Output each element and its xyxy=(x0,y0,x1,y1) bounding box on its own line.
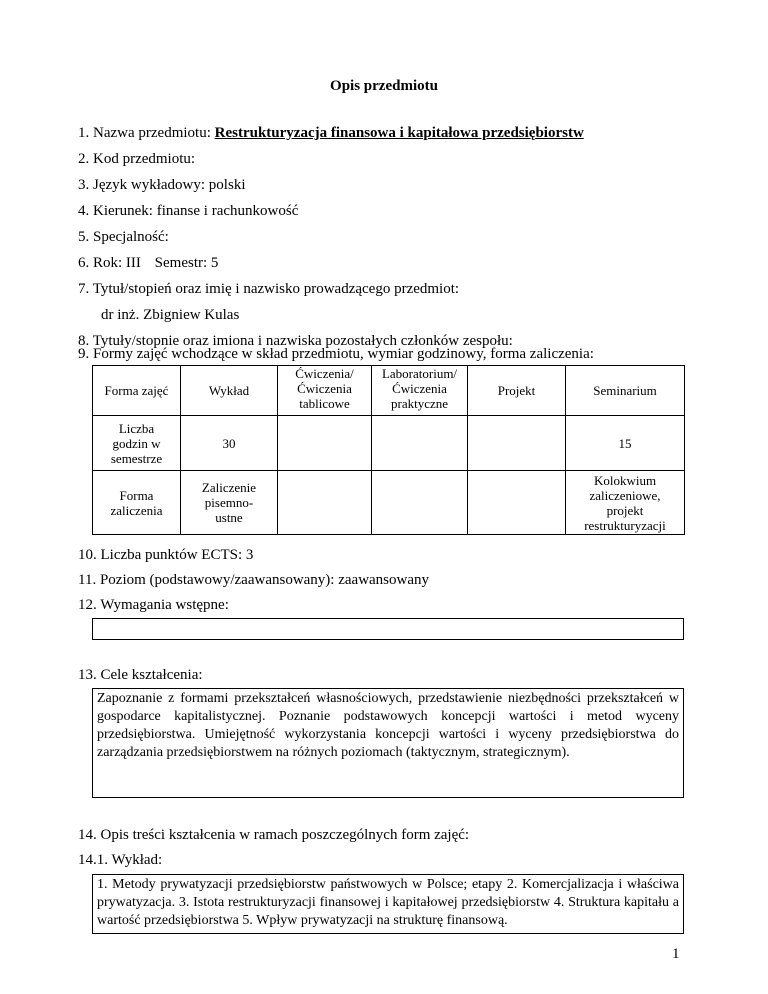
table-cell: 15 xyxy=(566,416,685,471)
item-8-team: 8. Tytuły/stopnie oraz imiona i nazwiska pozostałych członków zespołu: xyxy=(78,333,513,349)
table-row xyxy=(93,471,685,535)
header-cell: Projekt xyxy=(468,366,566,416)
item-6-year-semester xyxy=(78,254,218,272)
table-cell xyxy=(468,471,566,535)
item-3-language: 3. Język wykładowy: polski xyxy=(78,177,246,193)
header-cell: Ćwiczenia/ Ćwiczenia tablicowe xyxy=(278,366,372,416)
header-cell: Laboratorium/ Ćwiczenia praktyczne xyxy=(372,366,468,416)
header-cell: Wykład xyxy=(181,366,278,416)
table-cell: Forma zaliczenia xyxy=(93,471,181,535)
goals-box: Zapoznanie z formami przekształceń własnościowych, przedstawienie niezbędności przekształceń w gospodarce kapitalistycznej. Poznanie podstawowych koncepcji wartości i metod wyceny przedsiębiorstwa. Umiejętność wykorzystania koncepcji wartości i wyceny przedsiębiorstwa do zarządzania przedsiębiorstwem na różnych poziomach (taktycznym, strategicznym). xyxy=(92,688,684,798)
item-1-label: 1. Nazwa przedmiotu: xyxy=(78,125,215,141)
item-5-specialty: 5. Specjalność: xyxy=(78,229,169,245)
table-cell: 30 xyxy=(181,416,278,471)
item-11-level: 11. Poziom (podstawowy/zaawansowany): zaawansowany xyxy=(78,572,430,588)
item-14-content: 14. Opis treści kształcenia w ramach poszczególnych form zajęć: xyxy=(78,827,470,843)
item-7-lecturer-label: 7. Tytuł/stopień oraz imię i nazwisko prowadzącego przedmiot: xyxy=(78,281,460,297)
item-13-goals: 13. Cele kształcenia: xyxy=(78,667,203,683)
item-6-year: 6. Rok: III xyxy=(78,255,141,271)
item-9-forms: 9. Formy zajęć wchodzące w skład przedmiotu, wymiar godzinowy, forma zaliczenia: xyxy=(78,346,594,362)
table-cell: Kolokwium zaliczeniowe, projekt restrukturyzacji xyxy=(566,471,685,535)
item-2-course-code: 2. Kod przedmiotu: xyxy=(78,151,196,167)
item-4-field: 4. Kierunek: finanse i rachunkowość xyxy=(78,203,299,219)
table-cell xyxy=(372,416,468,471)
table-cell xyxy=(278,471,372,535)
lecture-content-box: 1. Metody prywatyzacji przedsiębiorstw państwowych w Polsce; etapy 2. Komercjalizacja i właściwa prywatyzacja. 3. Istota restrukturyzacji finansowej i kapitałowej przedsiębiorstw 4. Struktura kapitału a wartość przedsiębiorstwa 5. Wpływ prywatyzacji na strukturę finansową. xyxy=(92,874,684,934)
item-6-semester: Semestr: 5 xyxy=(154,255,219,271)
table-cell xyxy=(468,416,566,471)
prerequisites-box xyxy=(92,618,684,640)
header-cell: Forma zajęć xyxy=(93,366,181,416)
page-number: 1 xyxy=(672,946,680,962)
item-12-prerequisites: 12. Wymagania wstępne: xyxy=(78,597,229,613)
item-14-1-lecture: 14.1. Wykład: xyxy=(78,852,163,868)
table-cell: Liczba godzin w semestrze xyxy=(93,416,181,471)
table-cell: Zaliczenie pisemno- ustne xyxy=(181,471,278,535)
item-7-lecturer-value: dr inż. Zbigniew Kulas xyxy=(101,307,240,323)
table-cell xyxy=(372,471,468,535)
table-cell xyxy=(278,416,372,471)
item-1-course-name xyxy=(78,124,584,142)
page-title: Opis przedmiotu xyxy=(330,78,438,94)
table-header-row xyxy=(93,366,685,416)
item-10-ects: 10. Liczba punktów ECTS: 3 xyxy=(78,547,254,563)
course-name-value: Restrukturyzacja finansowa i kapitałowa przedsiębiorstw xyxy=(214,125,584,141)
header-cell: Seminarium xyxy=(566,366,685,416)
course-forms-table xyxy=(92,365,685,535)
table-row xyxy=(93,416,685,471)
